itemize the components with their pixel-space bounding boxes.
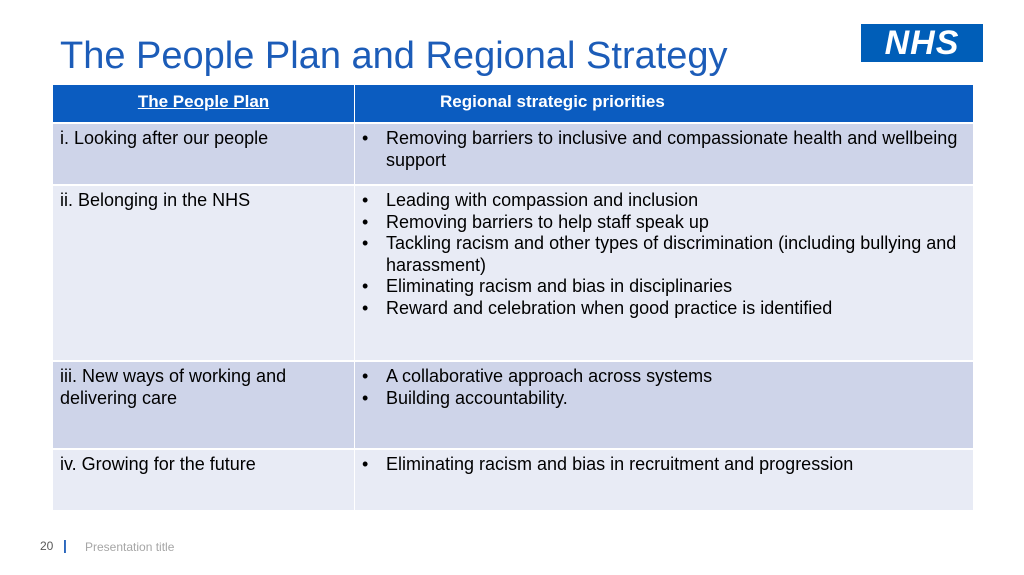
plan-cell: ii. Belonging in the NHS [53,185,355,361]
bullet-icon: • [362,366,369,386]
list-item: • Removing barriers to help staff speak up [362,211,709,232]
table-row [53,361,974,449]
list-item: • A collaborative approach across systems [362,366,713,386]
list-item: • Leading with compassion and inclusion [362,190,699,210]
list-item: • Building accountability. [362,387,568,408]
header-regional-priorities: Regional strategic priorities [355,85,974,123]
priorities-cell [355,361,974,449]
priorities-cell [355,123,974,185]
bullet-icon: • [362,211,369,232]
list-item: • Removing barriers to inclusive and compassionate health and wellbeing support [362,128,958,170]
bullet-icon: • [362,454,369,474]
table-row [53,185,974,361]
slide-title: The People Plan and Regional Strategy [60,35,728,77]
list-item: • Eliminating racism and bias in disciplinaries [362,276,733,296]
priority-list [362,128,966,171]
priority-list [362,190,966,319]
header-people-plan: The People Plan [53,85,355,123]
bullet-icon: • [362,128,369,148]
footer-separator: | [63,537,67,553]
presentation-title: Presentation title [85,540,175,554]
priority-list [362,454,966,476]
bullet-icon: • [362,297,369,318]
bullet-icon: • [362,387,369,408]
list-item: • Tackling racism and other types of discrimination (including bullying and harassment) [362,233,957,275]
plan-cell: iii. New ways of working and delivering care [53,361,355,449]
table-header-row [53,85,974,123]
bullet-icon: • [362,233,369,253]
priorities-cell [355,449,974,511]
bullet-icon: • [362,190,369,210]
table-row [53,449,974,511]
plan-cell: iv. Growing for the future [53,449,355,511]
bullet-icon: • [362,276,369,296]
priority-list [362,366,966,409]
table-row [53,123,974,185]
page-number: 20 [40,539,54,553]
people-plan-table [53,85,974,512]
list-item: • Eliminating racism and bias in recruitment and progression [362,454,854,474]
priorities-cell [355,185,974,361]
plan-cell: i. Looking after our people [53,123,355,185]
nhs-logo: NHS [861,24,983,62]
list-item: • Reward and celebration when good practice is identified [362,297,833,318]
